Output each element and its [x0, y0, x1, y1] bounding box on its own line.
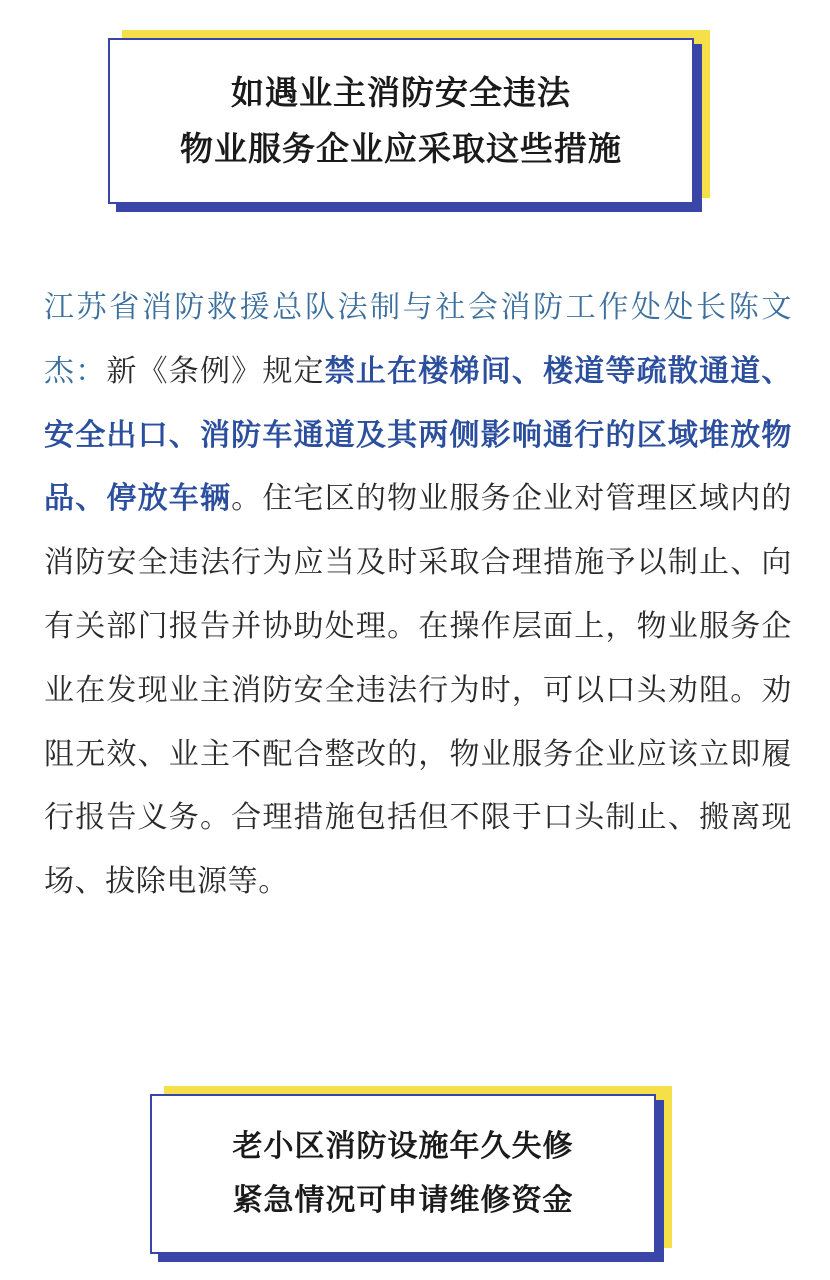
heading-2-line-2: 紧急情况可申请维修资金 [232, 1183, 574, 1218]
paragraph-text-before: 新《条例》规定 [106, 353, 325, 389]
title-card-box [108, 38, 694, 204]
speaker-attribution: 江苏省消防救援总队法制与社会消防工作处处长陈文杰： [44, 290, 792, 389]
title-card-box [150, 1094, 656, 1254]
article-paragraph [44, 276, 792, 914]
heading-1-line-1: 如遇业主消防安全违法 [231, 73, 571, 112]
emphasized-regulation: 禁止在楼梯间、楼道等疏散通道、安全出口、消防车通道及其两侧影响通行的区域堆放物品、停放车辆 [44, 353, 793, 517]
heading-1-line-2: 物业服务企业应采取这些措施 [180, 129, 622, 168]
title-card-1 [108, 30, 710, 212]
title-card-2 [150, 1086, 672, 1262]
paragraph-text-after: 。住宅区的物业服务企业对管理区域内的消防安全违法行为应当及时采取合理措施予以制止、向有关部门报告并协助处理。在操作层面上，物业服务企业在发现业主消防安全违法行为时，可以口头劝阻。劝阻无效、业主不配合整改的，物业服务企业应该立即履行报告义务。合理措施包括但不限于口头制止、搬离现场、拔除电源等。 [44, 481, 792, 900]
heading-2-line-1: 老小区消防设施年久失修 [232, 1129, 574, 1164]
